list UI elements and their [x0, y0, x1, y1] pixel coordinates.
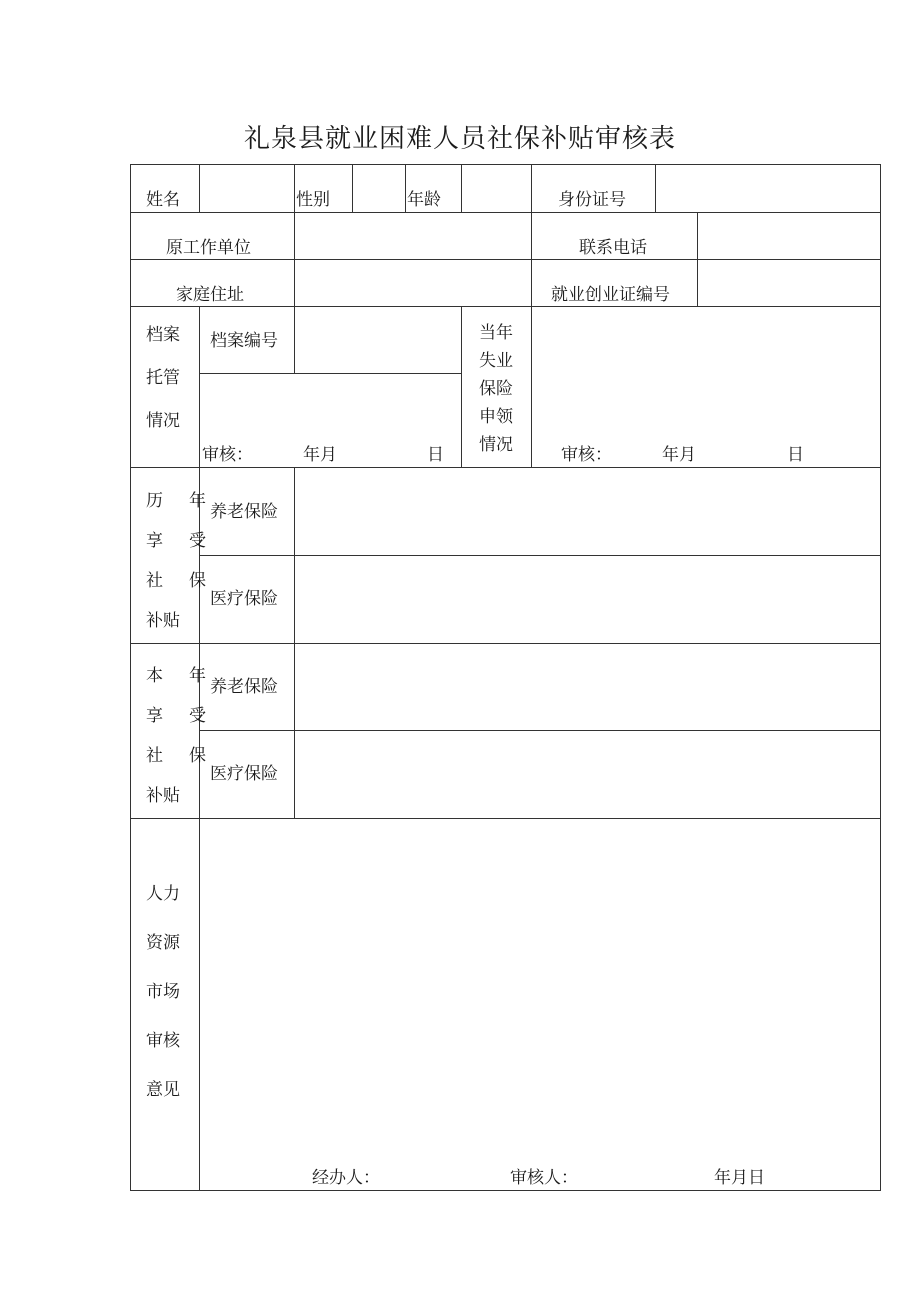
home-address-label: 家庭住址 [176, 285, 244, 305]
phone-field[interactable] [698, 213, 880, 259]
gender-field[interactable] [353, 165, 405, 212]
current-medical-label: 医疗保险 [210, 764, 278, 784]
archive-day: 日 [427, 445, 444, 465]
employment-cert-label: 就业创业证编号 [551, 285, 670, 305]
unemployment-section-label: 当年 失业 保险 申领 情况 [479, 323, 513, 455]
archive-section-label: 档案 托管 情况 [146, 325, 180, 431]
form-title: 礼泉县就业困难人员社保补贴审核表 [243, 124, 676, 154]
id-number-label: 身份证号 [558, 190, 626, 210]
archive-details-field[interactable] [200, 374, 461, 439]
past-medical-field[interactable] [295, 556, 880, 643]
employment-cert-field[interactable] [698, 260, 880, 306]
archive-number-field[interactable] [295, 307, 461, 373]
hr-review-section-label: 人力 资源 市场 审核 意见 [146, 884, 180, 1100]
name-label: 姓名 [146, 190, 180, 210]
unemployment-details-field[interactable] [532, 307, 880, 439]
handler-label: 经办人： [312, 1168, 380, 1188]
past-pension-label: 养老保险 [210, 502, 278, 522]
former-employer-label: 原工作单位 [166, 238, 251, 258]
name-field[interactable] [200, 165, 294, 212]
past-pension-field[interactable] [295, 468, 880, 555]
current-pension-field[interactable] [295, 644, 880, 730]
age-field[interactable] [462, 165, 531, 212]
former-employer-field[interactable] [295, 213, 531, 259]
unemployment-year-month: 年月 [662, 445, 696, 465]
current-pension-label: 养老保险 [210, 677, 278, 697]
archive-review-label: 审核： [202, 445, 253, 465]
past-subsidy-section-label: 历 年 享 受 社 保 补贴 [146, 491, 206, 631]
past-medical-label: 医疗保险 [210, 589, 278, 609]
age-label: 年龄 [407, 190, 441, 210]
id-number-field[interactable] [656, 165, 880, 212]
unemployment-review-label: 审核： [561, 445, 612, 465]
review-date-label: 年月日 [714, 1168, 765, 1188]
gender-label: 性别 [296, 190, 330, 210]
unemployment-day: 日 [787, 445, 804, 465]
hr-review-opinion-field[interactable] [200, 819, 880, 1159]
home-address-field[interactable] [295, 260, 531, 306]
archive-year-month: 年月 [303, 445, 337, 465]
current-medical-field[interactable] [295, 731, 880, 818]
current-subsidy-section-label: 本 年 享 受 社 保 补贴 [146, 666, 206, 806]
phone-label: 联系电话 [579, 238, 647, 258]
archive-number-label: 档案编号 [210, 331, 278, 351]
reviewer-label: 审核人： [510, 1168, 578, 1188]
